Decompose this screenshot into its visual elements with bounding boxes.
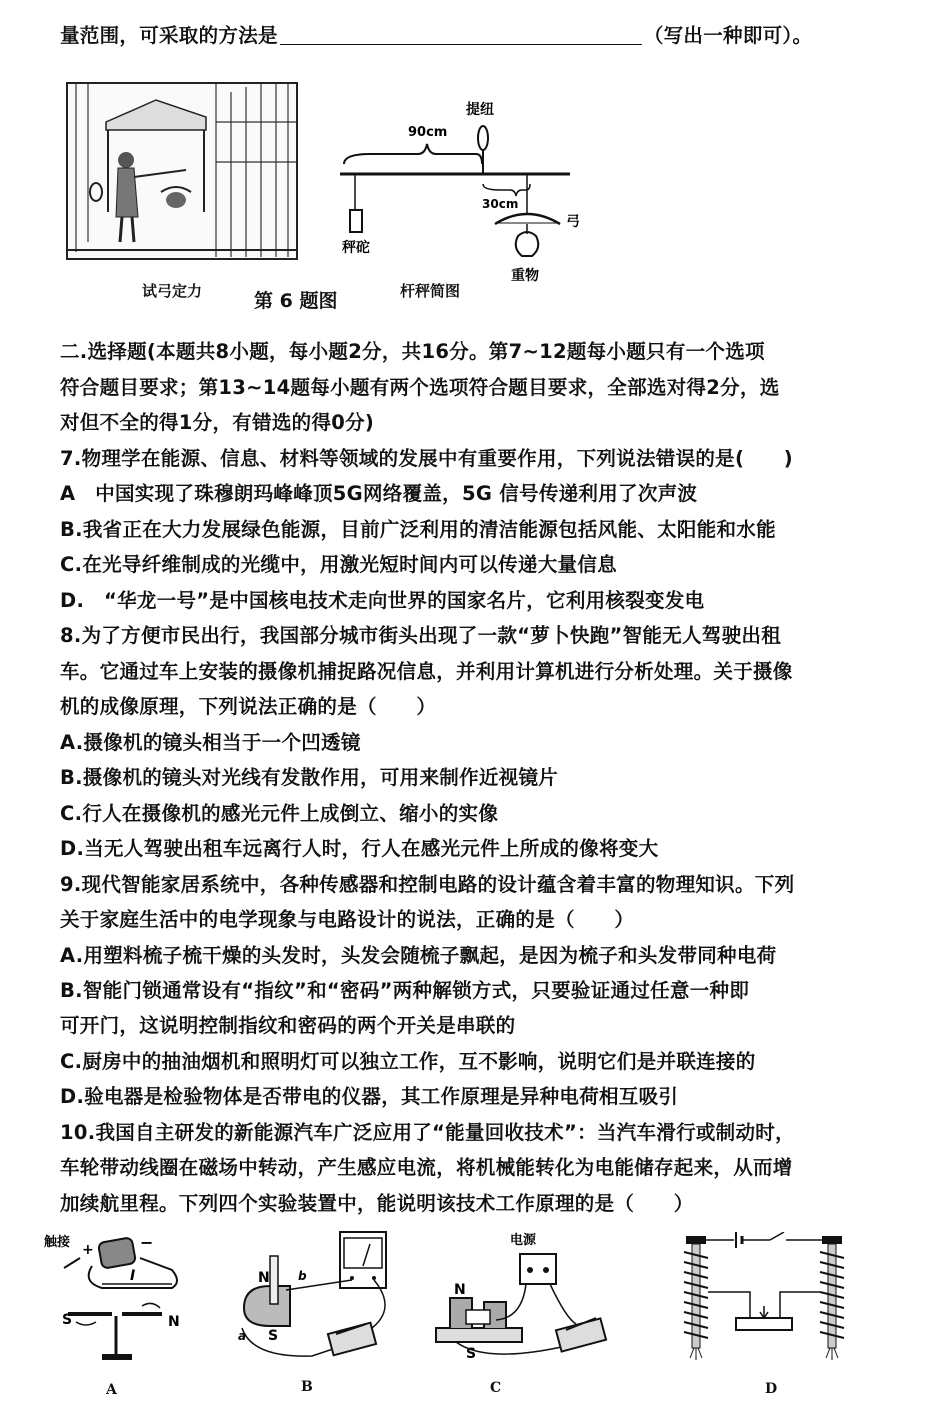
archery-test-illustration — [66, 82, 298, 260]
figure6-caption: 第 6 题图 — [254, 290, 338, 312]
q9-option-d[interactable]: D.验电器是检验物体是否带电的仪器，其工作原理是异种电荷相互吸引 — [60, 1085, 679, 1108]
q9-option-b-1[interactable]: B.智能门锁通常设有“指纹”和“密码”两种解锁方式，只要验证通过任意一种即 — [60, 979, 750, 1002]
q10-figure-b[interactable] — [232, 1228, 402, 1368]
label-minus: − — [140, 1233, 154, 1252]
label-zhongwu: 重物 — [511, 268, 539, 284]
label-tinu: 提纽 — [466, 102, 494, 118]
q8-option-b[interactable]: B.摄像机的镜头对光线有发散作用，可用来制作近视镜片 — [60, 766, 559, 789]
q9-stem-2: 关于家庭生活中的电学现象与电路设计的说法，正确的是（ ） — [60, 908, 635, 931]
label-chengtuo: 秤砣 — [342, 240, 370, 256]
label-30cm: 30cm — [482, 197, 519, 211]
q10-figure-a[interactable] — [42, 1232, 192, 1372]
q6-suffix: （写出一种即可）。 — [643, 24, 813, 47]
label-n: N — [168, 1314, 180, 1330]
q10-figure-c[interactable] — [426, 1228, 622, 1368]
q10-stem-2: 车轮带动线圈在磁场中转动，产生感应电流，将机械能转化为电能储存起来，从而增 — [60, 1156, 793, 1179]
q9-option-a[interactable]: A.用塑料梳子梳干燥的头发时，头发会随梳子飘起，是因为梳子和头发带同种电荷 — [60, 944, 777, 967]
q8-stem-3: 机的成像原理，下列说法正确的是（ ） — [60, 695, 437, 718]
q7-option-d[interactable]: D. “华龙一号”是中国核电技术走向世界的国家名片，它利用核裂变发电 — [60, 589, 705, 612]
q8-option-c[interactable]: C.行人在摄像机的感光元件上成倒立、缩小的实像 — [60, 802, 499, 825]
label-b-a: a — [238, 1329, 247, 1343]
label-gong: 弓 — [566, 214, 580, 230]
q7-option-c[interactable]: C.在光导纤维制成的光缆中，用激光短时间内可以传递大量信息 — [60, 553, 617, 576]
label-c-n: N — [454, 1282, 466, 1298]
label-90cm: 90cm — [408, 125, 448, 140]
q10-figure-c-label: C — [490, 1380, 502, 1396]
q10-figure-a-label: A — [106, 1382, 117, 1398]
q8-stem-2: 车。它通过车上安装的摄像机捕捉路况信息，并利用计算机进行分析处理。关于摄像 — [60, 660, 793, 683]
label-b-n: N — [258, 1270, 270, 1286]
label-b-b: b — [298, 1269, 307, 1283]
label-c-s: S — [466, 1346, 477, 1362]
q6-prefix: 量范围，可采取的方法是 — [60, 24, 278, 47]
section2-line1: 二.选择题(本题共8小题，每小题2分，共16分。第7~12题每小题只有一个选项 — [60, 340, 765, 363]
label-power: 电源 — [510, 1233, 537, 1248]
label-touch: 触接 — [44, 1235, 71, 1250]
q10-stem-3: 加续航里程。下列四个实验装置中，能说明该技术工作原理的是（ ） — [60, 1192, 694, 1215]
q8-stem-1: 8.为了方便市民出行，我国部分城市街头出现了一款“萝卜快跑”智能无人驾驶出租 — [60, 624, 782, 647]
answer-blank[interactable] — [280, 26, 642, 45]
section2-line2: 符合题目要求；第13~14题每小题有两个选项符合题目要求，全部选对得2分，选 — [60, 376, 780, 399]
q6-tail-line — [60, 20, 812, 48]
q9-option-b-2[interactable]: 可开门，这说明控制指纹和密码的两个开关是串联的 — [60, 1014, 516, 1037]
q9-option-c[interactable]: C.厨房中的抽油烟机和照明灯可以独立工作，互不影响，说明它们是并联连接的 — [60, 1050, 756, 1073]
q10-figure-d-label: D — [765, 1381, 778, 1397]
q8-option-a[interactable]: A.摄像机的镜头相当于一个凹透镜 — [60, 731, 361, 754]
q7-option-b[interactable]: B.我省正在大力发展绿色能源，目前广泛利用的清洁能源包括风能、太阳能和水能 — [60, 518, 776, 541]
label-current: I — [130, 1268, 136, 1284]
q7-option-a[interactable]: A 中国实现了珠穆朗玛峰峰顶5G网络覆盖，5G 信号传递利用了次声波 — [60, 482, 698, 505]
q8-option-d[interactable]: D.当无人驾驶出租车远离行人时，行人在感光元件上所成的像将变大 — [60, 837, 659, 860]
label-plus: + — [82, 1242, 94, 1258]
q7-stem: 7.物理学在能源、信息、材料等领域的发展中有重要作用，下列说法错误的是( ) — [60, 447, 794, 470]
q10-stem-1: 10.我国自主研发的新能源汽车广泛应用了“能量回收技术”：当汽车滑行或制动时， — [60, 1121, 795, 1144]
caption-archery: 试弓定力 — [142, 282, 203, 300]
q10-figure-d[interactable] — [680, 1232, 870, 1372]
caption-steelyard: 杆秤简图 — [400, 282, 461, 300]
label-s: S — [62, 1312, 73, 1328]
label-b-s: S — [268, 1328, 279, 1344]
section2-line3: 对但不全的得1分，有错选的得0分) — [60, 411, 375, 434]
steelyard-diagram — [330, 96, 590, 286]
q9-stem-1: 9.现代智能家居系统中，各种传感器和控制电路的设计蕴含着丰富的物理知识。下列 — [60, 873, 795, 896]
q10-figure-b-label: B — [301, 1379, 313, 1395]
